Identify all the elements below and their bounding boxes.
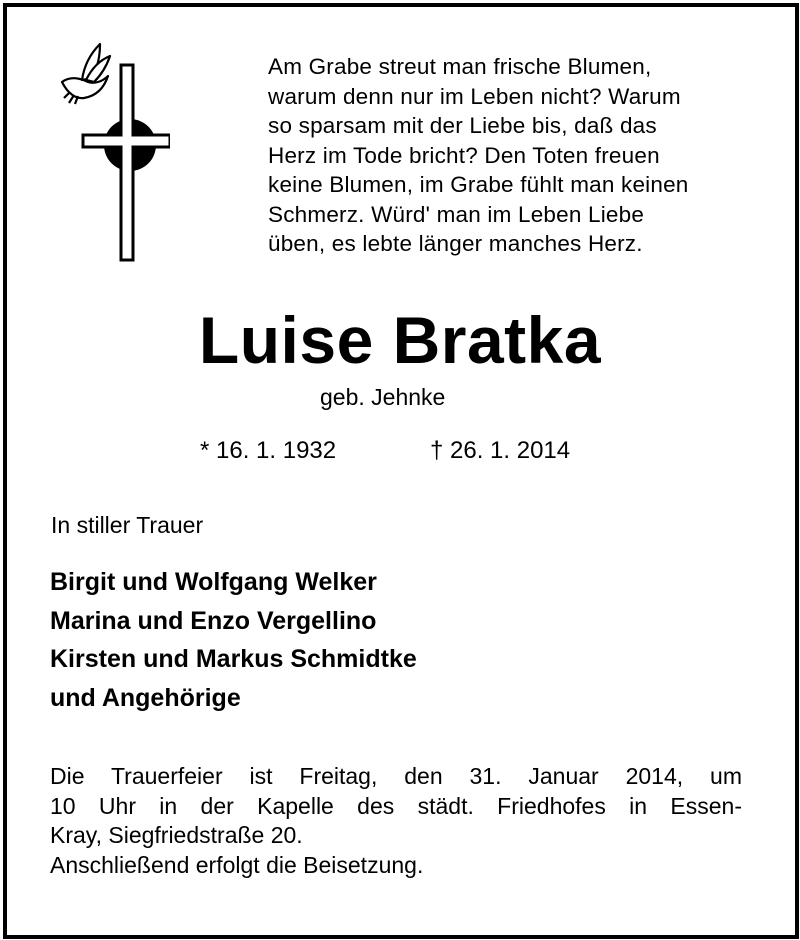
family-member: Marina und Enzo Vergellino [50,606,377,635]
family-list [50,563,417,717]
poem-line: Schmerz. Würd' man im Leben Liebe [268,201,645,227]
poem-line: so sparsam mit der Liebe bis, daß das [268,113,657,138]
memorial-poem [268,52,746,259]
death-date: † 26. 1. 2014 [430,437,571,464]
birth-date: * 16. 1. 1932 [200,437,337,464]
poem-line: üben, es lebte länger manches Herz. [268,231,643,256]
poem-line: warum denn nur im Leben nicht? Warum [268,83,681,109]
poem-line: Am Grabe streut man frische Blumen, [268,54,652,79]
funeral-line: Anschließend erfolgt die Beisetzung. [50,851,424,878]
funeral-line: Die Trauerfeier ist Freitag, den 31. Januar 2014, um [50,763,742,789]
dove-icon [62,44,110,104]
family-member: Birgit und Wolfgang Welker [50,568,377,596]
poem-line: keine Blumen, im Grabe fühlt man keinen [268,172,689,197]
mourning-intro: In stiller Trauer [51,512,204,538]
deceased-name: Luise Bratka [198,303,602,377]
family-member: und Angehörige [50,683,241,712]
funeral-line: Kray, Siegfriedstraße 20. [50,822,303,848]
maiden-name: geb. Jehnke [320,384,446,410]
family-member: Kirsten und Markus Schmidtke [50,645,417,673]
funeral-line: 10 Uhr in der Kapelle des städt. Friedhofes in Essen- [50,792,742,819]
poem-line: Herz im Tode bricht? Den Toten freuen [268,142,660,168]
cross-with-dove-icon [60,40,170,290]
funeral-notice [50,762,742,880]
